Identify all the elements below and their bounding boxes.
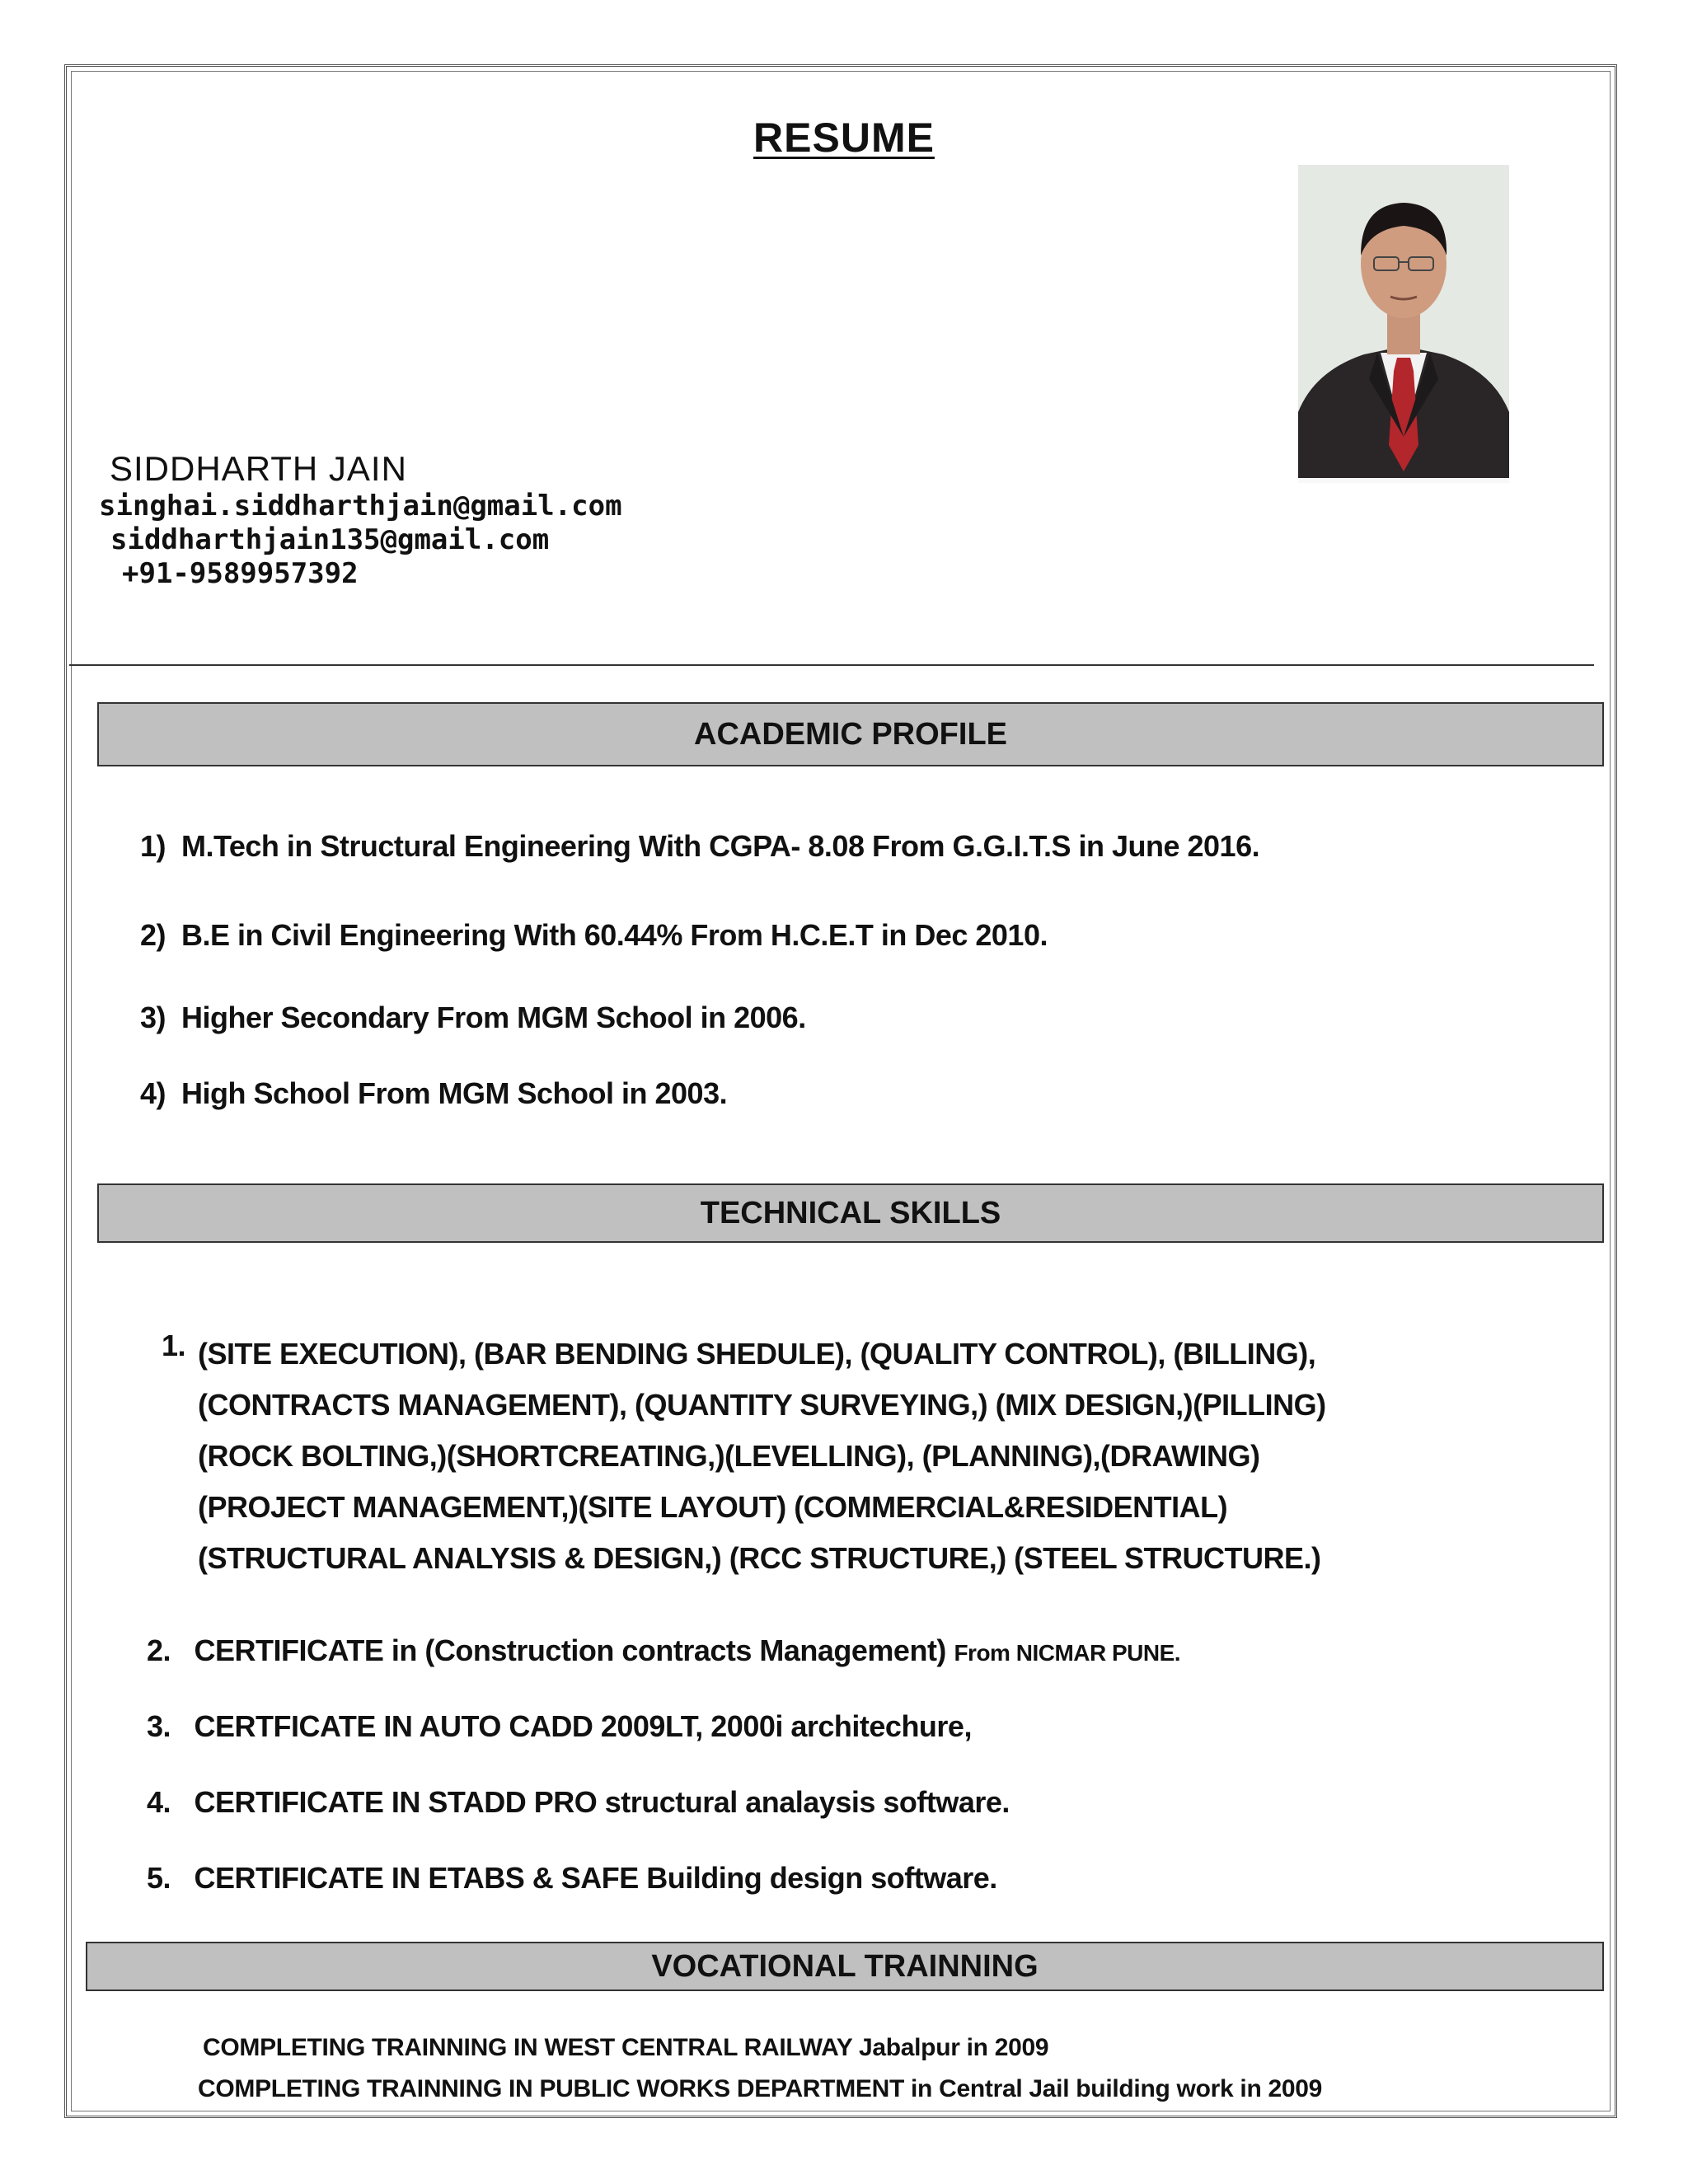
- academic-item-text: Higher Secondary From MGM School in 2006.: [181, 1001, 806, 1034]
- vocational-training-header: [86, 1942, 1604, 1991]
- resume-title-text: RESUME: [753, 115, 935, 161]
- skills-line: (PROJECT MANAGEMENT,)(SITE LAYOUT) (COMMERCIAL&RESIDENTIAL): [198, 1490, 1228, 1524]
- skills-list: [198, 1329, 1326, 1584]
- certificate-text: CERTIFICATE IN STADD PRO structural analaysis software.: [194, 1785, 1010, 1819]
- academic-item-num: 4): [140, 1076, 166, 1110]
- academic-item: [140, 918, 1048, 953]
- certificate-num: 4.: [147, 1785, 171, 1819]
- skills-num: 1.: [162, 1329, 186, 1362]
- academic-item: [140, 1001, 806, 1035]
- certificate-num: 5.: [147, 1861, 171, 1895]
- certificate-suffix: From NICMAR PUNE.: [954, 1640, 1181, 1666]
- skills-line: (SITE EXECUTION), (BAR BENDING SHEDULE), (QUALITY CONTROL), (BILLING),: [198, 1337, 1316, 1371]
- academic-profile-title: ACADEMIC PROFILE: [694, 716, 1007, 752]
- training-item: COMPLETING TRAINNING IN PUBLIC WORKS DEPARTMENT in Central Jail building work in 2009: [198, 2075, 1323, 2102]
- academic-item-num: 2): [140, 918, 166, 952]
- email-primary: singhai.siddharthjain@gmail.com: [99, 490, 622, 523]
- certificate-item: [147, 1709, 972, 1744]
- training-item: COMPLETING TRAINNING IN WEST CENTRAL RAILWAY Jabalpur in 2009: [203, 2034, 1049, 2061]
- academic-profile-header: [97, 702, 1604, 766]
- header-divider: [69, 664, 1594, 666]
- resume-title: [0, 114, 1688, 162]
- skills-line: (STRUCTURAL ANALYSIS & DESIGN,) (RCC STRUCTURE,) (STEEL STRUCTURE.): [198, 1541, 1321, 1575]
- academic-item: [140, 1076, 727, 1111]
- certificate-text: CERTIFICATE in (Construction contracts Management): [194, 1633, 946, 1667]
- academic-item-num: 3): [140, 1001, 166, 1034]
- certificate-text: CERTIFICATE IN ETABS & SAFE Building design software.: [194, 1861, 997, 1895]
- academic-item-num: 1): [140, 829, 166, 863]
- skills-line: (ROCK BOLTING,)(SHORTCREATING,)(LEVELLING), (PLANNING),(DRAWING): [198, 1439, 1260, 1473]
- profile-photo: [1298, 165, 1509, 483]
- candidate-name: SIDDHARTH JAIN: [110, 449, 407, 488]
- vocational-training-title: VOCATIONAL TRAINNING: [651, 1948, 1039, 1984]
- technical-skills-title: TECHNICAL SKILLS: [700, 1195, 1001, 1230]
- technical-skills-header: [97, 1183, 1604, 1243]
- certificate-item: [147, 1861, 997, 1896]
- certificate-num: 3.: [147, 1709, 171, 1743]
- academic-item-text: M.Tech in Structural Engineering With CGPA- 8.08 From G.G.I.T.S in June 2016.: [181, 829, 1260, 863]
- profile-photo-illustration: [1298, 165, 1509, 483]
- academic-item: [140, 829, 1259, 864]
- certificate-num: 2.: [147, 1633, 171, 1667]
- certificate-text: CERTFICATE IN AUTO CADD 2009LT, 2000i architechure,: [194, 1709, 972, 1743]
- email-secondary: siddharthjain135@gmail.com: [110, 523, 550, 556]
- academic-item-text: High School From MGM School in 2003.: [181, 1076, 728, 1110]
- phone-number: +91-9589957392: [122, 557, 359, 590]
- certificate-item: [147, 1785, 1010, 1820]
- skills-line: (CONTRACTS MANAGEMENT), (QUANTITY SURVEYING,) (MIX DESIGN,)(PILLING): [198, 1388, 1326, 1422]
- certificate-item: [147, 1633, 1180, 1668]
- academic-item-text: B.E in Civil Engineering With 60.44% From H.C.E.T in Dec 2010.: [181, 918, 1048, 952]
